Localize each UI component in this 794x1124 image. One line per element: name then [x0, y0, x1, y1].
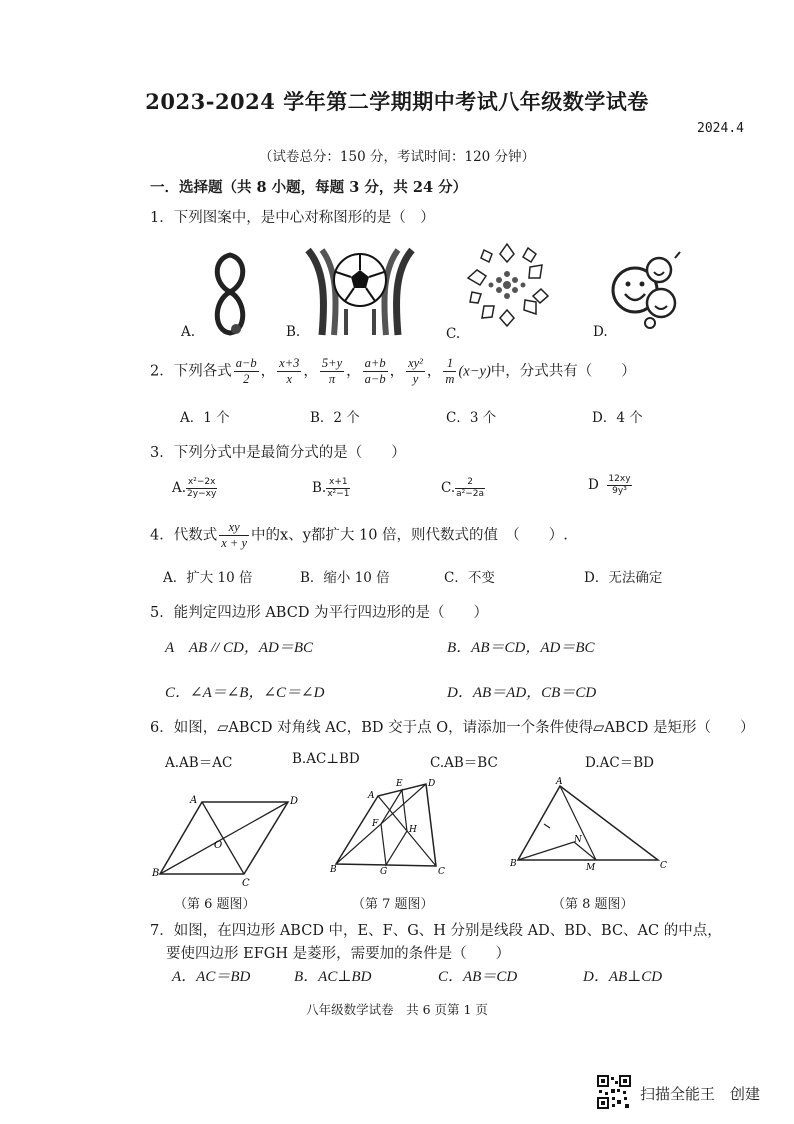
q2-option-a[interactable]: A．1 个 — [180, 410, 230, 426]
q6-stem: 6．如图，▱ABCD 对角线 AC，BD 交于点 O，请添加一个条件使得▱ABCD 是矩形（ ） — [150, 720, 755, 736]
fig8-label-a: A — [556, 777, 563, 787]
q3-option-c[interactable]: C. $\frac{2}{\text{a²−2a}}$ — [441, 477, 485, 499]
q6-option-b[interactable]: B.AC⊥BD — [292, 751, 360, 767]
section-heading: 一．选择题（共 8 小题，每题 3 分，共 24 分） — [150, 179, 468, 196]
q7-option-a[interactable]: A．AC＝BD — [172, 969, 251, 985]
q2-option-d[interactable]: D．4 个 — [592, 410, 643, 426]
fig7-label-a: A — [368, 791, 375, 801]
fig8-label-c: C — [660, 861, 667, 871]
q4-stem: 4．代数式 $\frac{xy}{x + y}$ 中的x、y都扩大 10 倍，则代数式的值 （ ）. — [150, 520, 568, 550]
q1-option-c[interactable]: C. — [446, 326, 461, 342]
fig6-label-b: B — [152, 868, 160, 879]
fig7-label-d: D — [428, 779, 436, 789]
figure-8-triangle — [508, 776, 668, 874]
q5-option-b[interactable]: B．AB＝CD，AD＝BC — [447, 640, 595, 656]
q6-option-d[interactable]: D.AC＝BD — [585, 755, 654, 771]
q7-option-c[interactable]: C．AB＝CD — [438, 969, 518, 985]
q2-frac-1: $\frac{a-b}{2}$ — [235, 356, 257, 386]
q1-option-b[interactable]: B. — [286, 324, 301, 340]
q7-stem-line1: 7．如图，在四边形 ABCD 中，E、F、G、H 分别是线段 AD、BD、BC、AC 的中点， — [150, 923, 722, 939]
figure-7-quadrilateral — [330, 778, 460, 877]
figure-6-caption: （第 6 题图） — [174, 897, 256, 912]
q4-option-d[interactable]: D．无法确定 — [584, 570, 663, 586]
q2-frac-6: $\frac{1}{m}$ — [445, 356, 455, 386]
fig8-label-m: M — [586, 863, 596, 873]
q1-figure-d — [605, 248, 685, 333]
q5-option-d[interactable]: D．AB＝AD，CB＝CD — [447, 685, 597, 701]
q6-option-a[interactable]: A.AB＝AC — [165, 755, 233, 771]
exam-title: 2023-2024 学年第二学期期中考试八年级数学试卷 — [145, 89, 649, 114]
fig8-label-b: B — [510, 859, 517, 869]
figure-8-caption: （第 8 题图） — [552, 897, 634, 912]
scanner-watermark: 扫描全能王 创建 — [640, 1085, 761, 1103]
q5-option-a[interactable]: A AB // CD，AD＝BC — [165, 640, 314, 656]
q4-frac: $\frac{xy}{x + y}$ — [221, 520, 248, 550]
fig6-label-c: C — [242, 878, 250, 889]
q7-option-d[interactable]: D．AB⊥CD — [583, 969, 663, 985]
q2-frac-4: $\frac{a+b}{a-b}$ — [364, 356, 386, 386]
figure-6-parallelogram — [150, 792, 310, 889]
q3-option-d[interactable]: D $\frac{12xy}{\text{9y³}}$ — [588, 474, 631, 496]
exam-info: （试卷总分：150 分，考试时间：120 分钟） — [258, 149, 536, 165]
q7-stem-line2: 要使四边形 EFGH 是菱形，需要加的条件是（ ） — [166, 946, 511, 962]
q2-option-b[interactable]: B．2 个 — [310, 410, 360, 426]
exam-date: 2024.4 — [697, 121, 744, 136]
q2-frac-2: $\frac{x+3}{x}$ — [279, 356, 300, 386]
q4-option-b[interactable]: B．缩小 10 倍 — [300, 570, 390, 586]
fig7-label-c: C — [438, 867, 445, 877]
q7-option-b[interactable]: B．AC⊥BD — [294, 969, 372, 985]
fig7-label-b: B — [330, 865, 337, 875]
fig7-label-g: G — [380, 867, 388, 877]
q4-option-c[interactable]: C．不变 — [444, 570, 495, 586]
qr-code-icon — [597, 1075, 631, 1109]
q2-frac-5: $\frac{\text{xy²}}{y}$ — [408, 356, 423, 386]
q1-option-d[interactable]: D. — [593, 324, 608, 340]
q5-stem: 5．能判定四边形 ABCD 为平行四边形的是（ ） — [150, 605, 489, 621]
fig6-label-a: A — [190, 795, 198, 806]
q4-option-a[interactable]: A．扩大 10 倍 — [163, 570, 253, 586]
fig6-label-d: D — [290, 796, 299, 807]
fig7-label-e: E — [396, 779, 403, 789]
q3-option-b[interactable]: B. $\frac{x+1}{\text{x²−1}}$ — [312, 477, 350, 499]
q5-option-c[interactable]: C．∠A＝∠B，∠C＝∠D — [165, 685, 325, 701]
q2-frac-3: $\frac{5+y}{\pi}$ — [321, 356, 343, 386]
figure-7-caption: （第 7 题图） — [352, 897, 434, 912]
page-footer: 八年级数学试卷 共 6 页第 1 页 — [306, 1002, 488, 1017]
q1-figure-a — [205, 245, 255, 340]
fig7-label-f: F — [372, 819, 379, 829]
fig7-label-h: H — [409, 825, 417, 835]
q3-option-a[interactable]: A. $\frac{\text{x²−2x}}{2y-xy}$ — [172, 477, 217, 499]
q1-stem: 1．下列图案中，是中心对称图形的是（ ） — [150, 210, 435, 226]
q1-option-a[interactable]: A. — [181, 324, 196, 340]
fig6-label-o: O — [214, 840, 223, 851]
q1-figure-b — [300, 245, 420, 340]
q1-figure-c — [462, 240, 552, 330]
q6-option-c[interactable]: C.AB＝BC — [430, 755, 498, 771]
q3-stem: 3．下列分式中是最简分式的是（ ） — [150, 445, 406, 461]
q2-option-c[interactable]: C．3 个 — [446, 410, 497, 426]
fig8-label-n: N — [574, 835, 582, 845]
q2-stem: 2．下列各式 $\frac{a-b}{2}$ ， $\frac{x+3}{x}$ ， $\frac{5+y}{\pi}$ ， $\frac{a+b}{a-b}$ ， $\frac{\text{xy²}}{y}$ ， $\frac{1}{m}$ (x−y)中，分式共有（ ） — [150, 356, 636, 386]
